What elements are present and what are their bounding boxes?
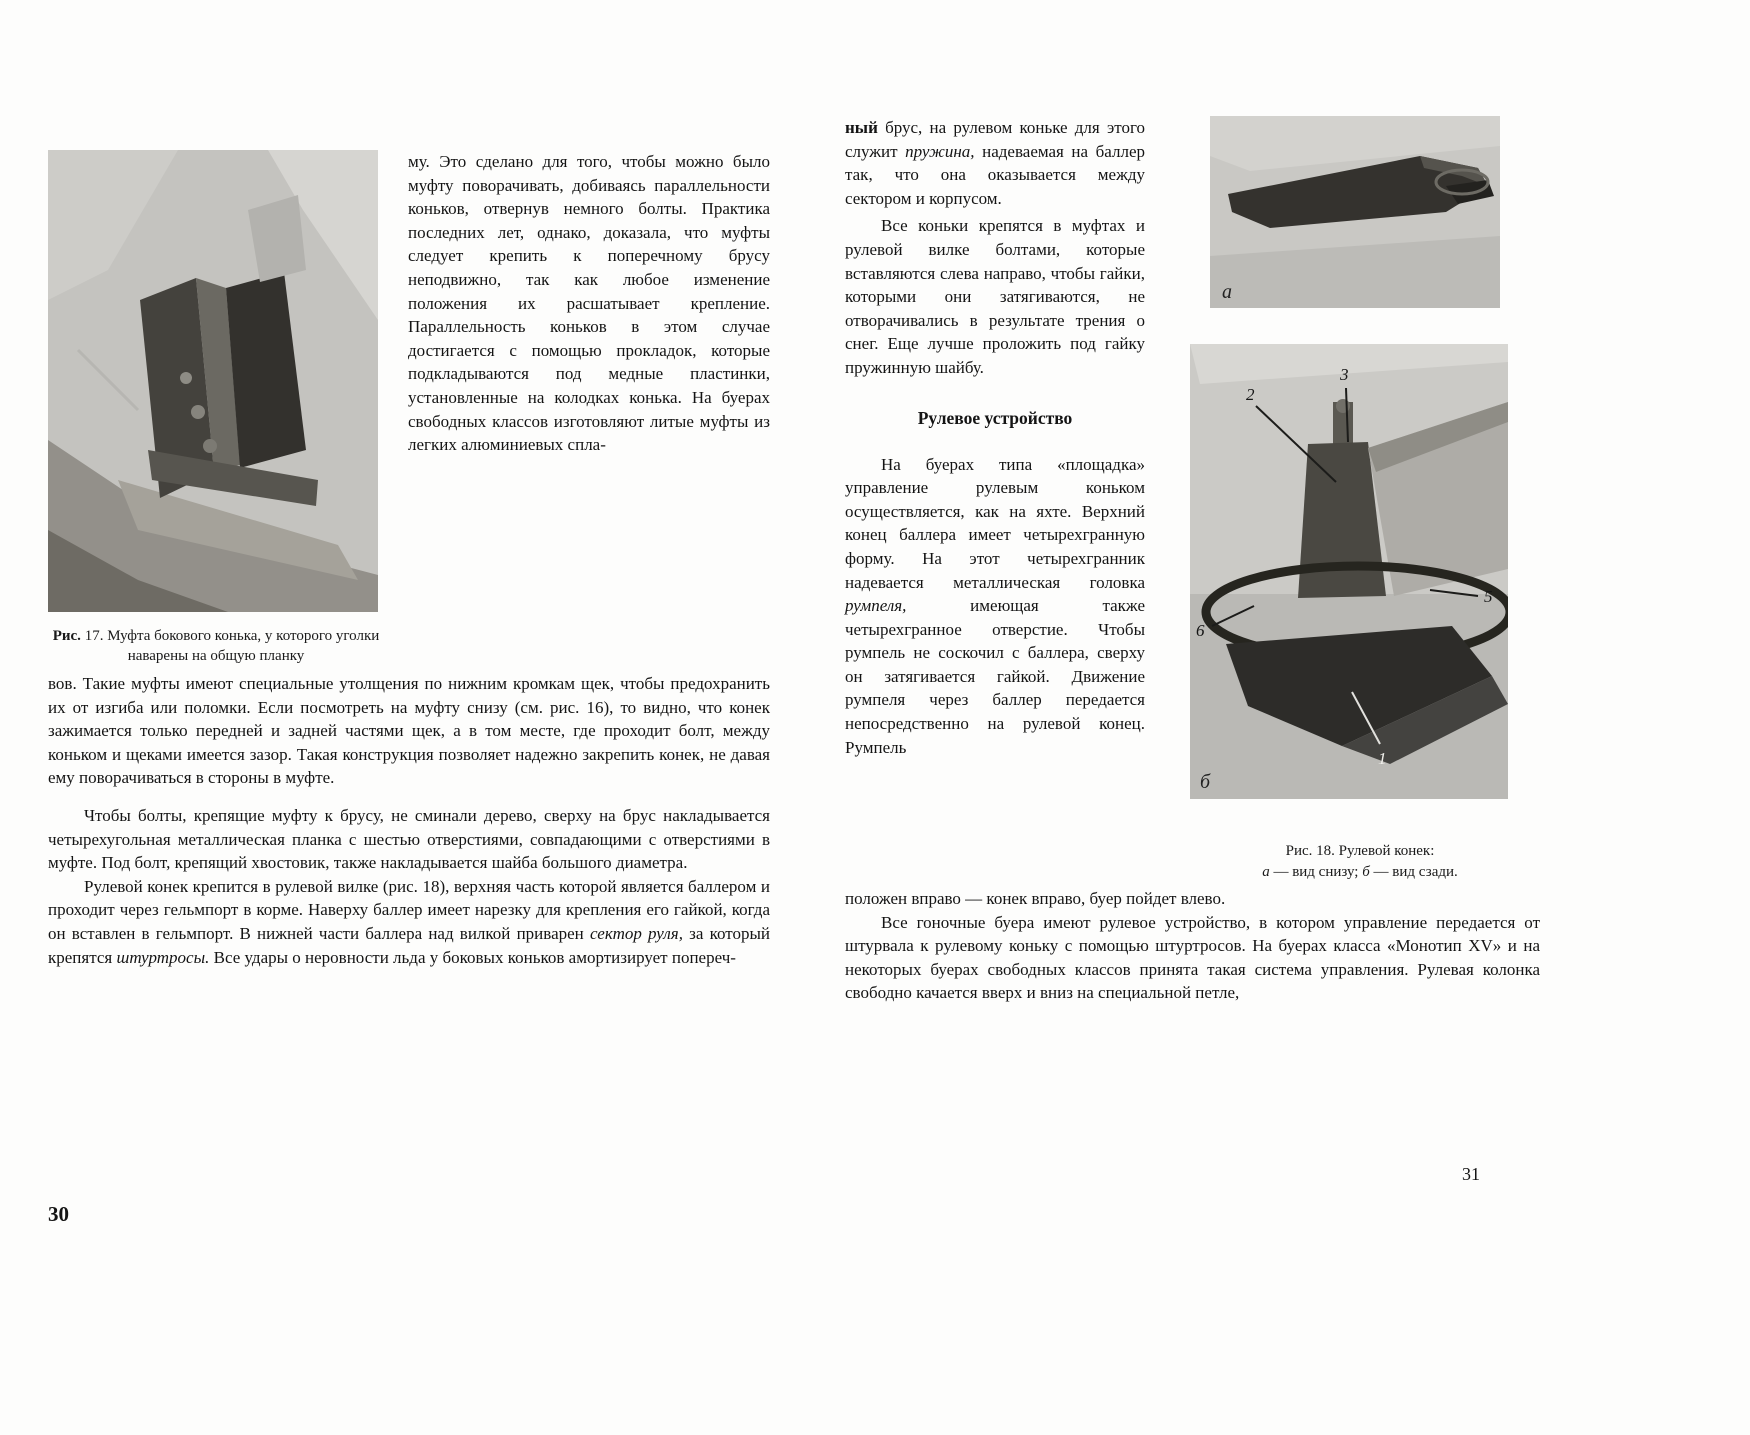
left-paragraph-1: вов. Такие муфты имеют специальные утолщения по нижним кромкам щек, чтобы предохранить их от изгиба или поломки. Если посмотреть на муфту снизу (см. рис. 16), то видно, что конек зажимается только передней и задней частями щек, а в том месте, где проходит болт, между коньком и щеками имеется зазор. Такая конструкция позволяет надежно закрепить конек, не давая ему поворачиваться в стороны в муфте. (48, 674, 770, 788)
figure-18-caption-a: а (1262, 864, 1270, 880)
figure-18-caption (1180, 841, 1540, 883)
right-paragraph-2: Все коньки крепятся в муфтах и рулевой вилке болтами, которые вставляются слева направо, чтобы гайки, которыми они затягиваются, не отворачивались в результате трения о снег. Еще лучше проложить под гайку пружинную шайбу. (845, 216, 1145, 377)
figure-18b-label-3: 3 (1340, 365, 1349, 384)
left-paragraph-3-part: Рулевой конек крепится в рулевой вилке (рис. 18), верхняя часть которой является баллером и проходит через гельмпорт в корме. Наверху баллер имеет нарезку для крепления его гайкой, когда он вставлен в гельмпорт. В нижней части баллера над вилкой приварен (48, 876, 770, 943)
figure-18b-photo (1190, 344, 1508, 799)
figure-18a-photo (1210, 116, 1500, 308)
figure-18b-label-5: 5 (1484, 587, 1493, 606)
right-paragraph-1-part: ный (845, 118, 878, 137)
left-page (48, 150, 770, 969)
left-paragraph-2: Чтобы болты, крепящие муфту к брусу, не сминали дерево, сверху на брус накладывается четырехугольная металлическая планка с шестью отверстиями, совпадающими с отверстиями в муфте. Под болт, крепящий хвостовик, также накладывается шайба большого диаметра. (48, 805, 770, 873)
right-page-top-row (845, 116, 1540, 883)
right-paragraph-1 (845, 116, 1145, 210)
left-paragraph-3 (48, 875, 770, 969)
right-page (845, 116, 1540, 1005)
term-sektor-rulya: сектор руля, (589, 923, 683, 943)
figure-18b-label-6: 6 (1196, 621, 1205, 640)
figure-18-caption-line1: Рис. 18. Рулевой конек: (1285, 843, 1435, 859)
section-heading: Рулевое устройство (917, 407, 1073, 428)
term-shturtrosy: штуртросы. (116, 947, 210, 967)
figure-18-caption-mid: — вид снизу; (1269, 864, 1363, 880)
right-paragraph-3-part: На буерах типа «площадка» управление рулевым коньком осуществляется, как на яхте. Верхний конец баллера имеет четырехгранную форму. На этот четырехгранник надевается металлическая головка (845, 454, 1145, 592)
figure-18-caption-b: б (1362, 864, 1370, 880)
left-paragraph-3-part: за который крепятся (48, 923, 770, 967)
right-page-column (845, 116, 1145, 883)
figure-17-photo (48, 150, 378, 612)
figure-18b-label-2: 2 (1246, 385, 1255, 404)
figure-18b-label-1: 1 (1378, 749, 1387, 768)
figure-18b-sublabel: б (1200, 771, 1211, 793)
left-paragraph-3-part: Все удары о неровности льда у боковых коньков амортизирует попереч- (209, 947, 736, 967)
term-rumpelya: румпеля, (845, 596, 907, 616)
figure-18a-sublabel: а (1222, 281, 1232, 303)
figure-18-caption-line2 (1180, 862, 1540, 883)
figure-17-caption-text: 17. Муфта бокового конька, у которого уголки наварены на общую планку (80, 628, 380, 664)
term-pruzhina: пружина, (905, 141, 975, 161)
right-paragraph-3 (845, 453, 1145, 760)
figure-18-block (1180, 116, 1540, 883)
page-number-right: 31 (1462, 1164, 1480, 1184)
figure-17-caption (48, 626, 384, 666)
right-paragraph-4: положен вправо — конек вправо, буер пойдет влево. (845, 889, 1226, 908)
right-paragraph-1-part: надеваемая на баллер так, что она оказывается между сектором и корпусом. (845, 141, 1145, 208)
page-number-left: 30 (48, 1202, 69, 1226)
right-paragraph-5: Все гоночные буера имеют рулевое устройство, в котором управление передается от штурвала к рулевому коньку с помощью штуртросов. На буерах класса «Монотип XV» и на некоторых буерах свободных классов принята такая система управления. Рулевая колонка свободно качается вверх и вниз на специальной петле, (845, 912, 1540, 1003)
figure-17-caption-label: Рис. (52, 628, 81, 644)
figure-18-caption-end: — вид сзади. (1369, 864, 1458, 880)
right-paragraph-1-part: брус, на рулевом коньке для этого служит (845, 118, 1145, 161)
left-page-column-text: му. Это сделано для того, чтобы можно было муфту поворачивать, добиваясь параллельности коньков, отвернув немного болты. Практика последних лет, однако, доказала, что муфты следует крепить к поперечному брусу неподвижно, так как любое изменение положения их расшатывает крепление. Параллельность коньков в этом случае достигается с помощью прокладок, которые подкладываются под медные пластинки, установленные на колодках конька. На буерах свободных классов изготовляют литые муфты из легких алюминиевых спла- (408, 152, 770, 455)
right-paragraph-3-part: имеющая также четырехгранное отверстие. Чтобы румпель не соскочил с баллера, сверху он затягивается гайкой. Движение румпеля через баллер передается непосредственно на рулевой конец. Румпель (845, 596, 1145, 757)
figure-17-block (48, 150, 384, 666)
left-page-top-row (48, 150, 770, 666)
